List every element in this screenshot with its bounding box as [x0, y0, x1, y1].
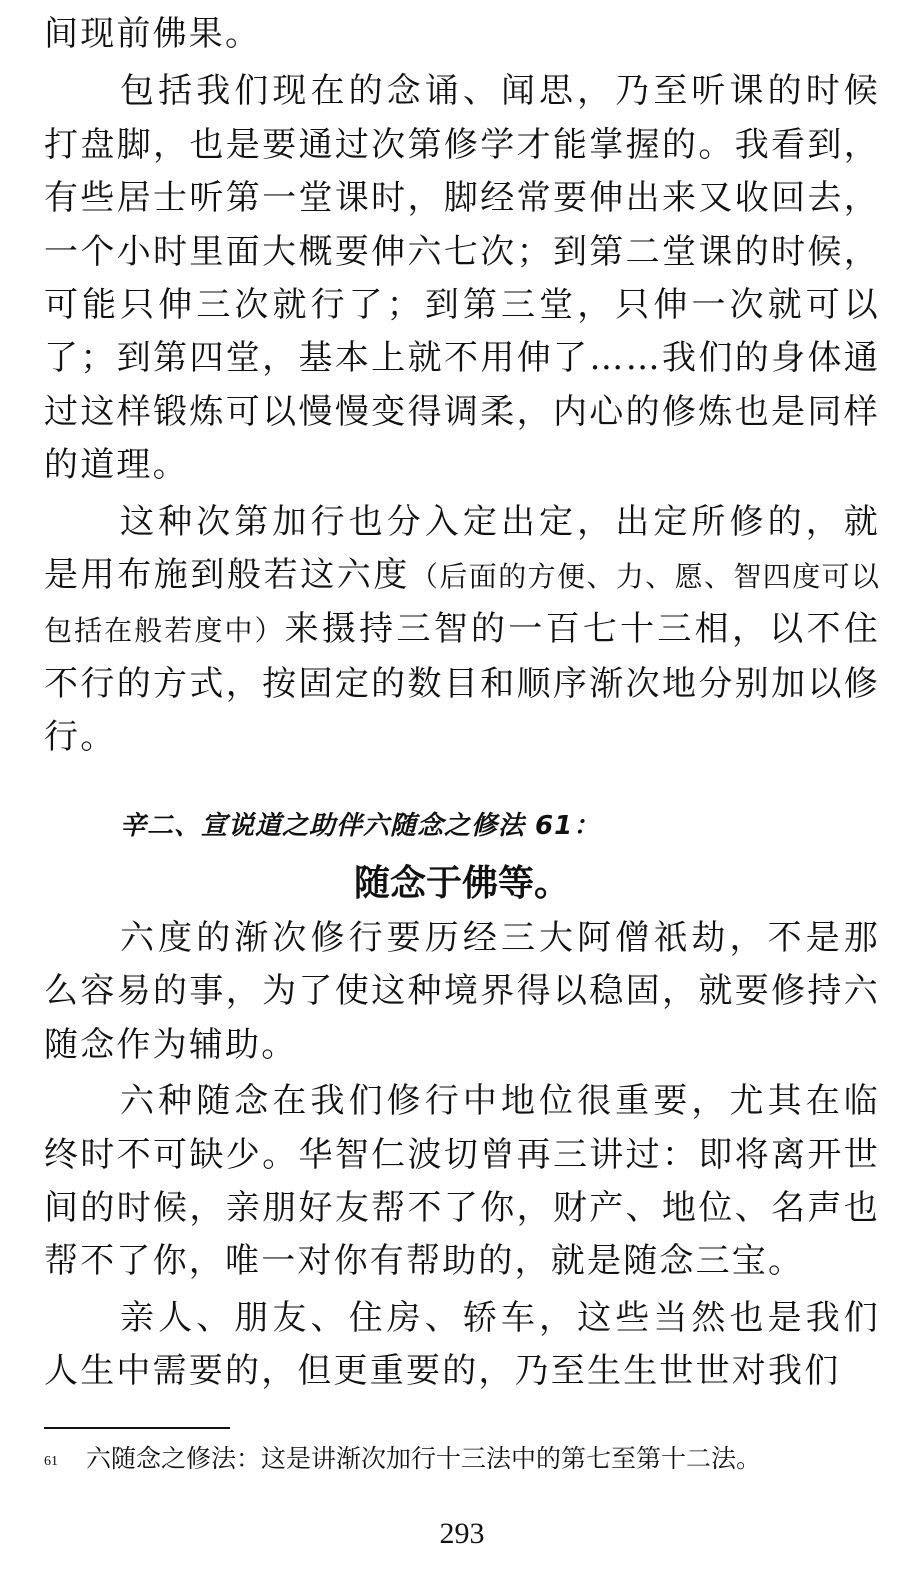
paragraph-practice-sitting: 包括我们现在的念诵、闻思，乃至听课的时候打盘脚，也是要通过次第修学才能掌握的。我看到，有些居士听第一堂课时，脚经常要伸出来又收回去，一个小时里面大概要伸六七次；到第二堂课的时候，可能只伸三次就行了；到第三堂，只伸一次就可以了；到第四堂，基本上就不用伸了……我们的身体通过这样锻炼可以慢慢变得调柔，内心的修炼也是同样的道理。	[44, 71, 880, 486]
section-title: 随念于佛等。	[353, 863, 570, 904]
book-page	[44, 0, 880, 1588]
paragraph-six-recollections: 六度的渐次修行要历经三大阿僧祇劫，不是那么容易的事，为了使这种境界得以稳固，就要修持六随念作为辅助。	[44, 918, 880, 1065]
section-subtitle: 辛二、宣说道之助伴六随念之修法 61：	[120, 811, 601, 841]
text-block-bottom	[44, 912, 880, 1399]
paragraph-gradual-practice	[44, 496, 880, 765]
paragraph-continuation: 间现前佛果。	[44, 14, 262, 54]
footnote	[44, 1442, 880, 1478]
footnote-text: 六随念之修法：这是讲渐次加行十三法中的第七至第十二法。	[86, 1446, 762, 1473]
text-block-top	[44, 8, 880, 765]
footnote-divider	[44, 1427, 230, 1429]
paragraph-main-text: 这种次第加行也分入定出定，出定所修的，就是用布施到般若这六度	[44, 501, 880, 596]
paragraph-family-friends: 亲人、朋友、住房、轿车，这些当然也是我们人生中需要的，但更重要的，乃至生生世世对我们	[44, 1297, 880, 1392]
paragraph-tail-text: 来摄持三智的一百七十三相，以不住不行的方式，按固定的数目和顺序渐次地分别加以修行。	[44, 609, 880, 758]
paragraph-recollection-importance: 六种随念在我们修行中地位很重要，尤其在临终时不可缺少。华智仁波切曾再三讲过：即将离开世间的时候，亲朋好友帮不了你，财产、地位、名声也帮不了你，唯一对你有帮助的，就是随念三宝。	[44, 1081, 880, 1282]
page-number: 293	[439, 1517, 485, 1550]
paragraph-parenthetical-note: （后面的方便、力、愿、智四度可以包括在般若度中）	[44, 560, 880, 648]
footnote-number: 61	[44, 1454, 58, 1469]
section-heading	[44, 806, 880, 910]
